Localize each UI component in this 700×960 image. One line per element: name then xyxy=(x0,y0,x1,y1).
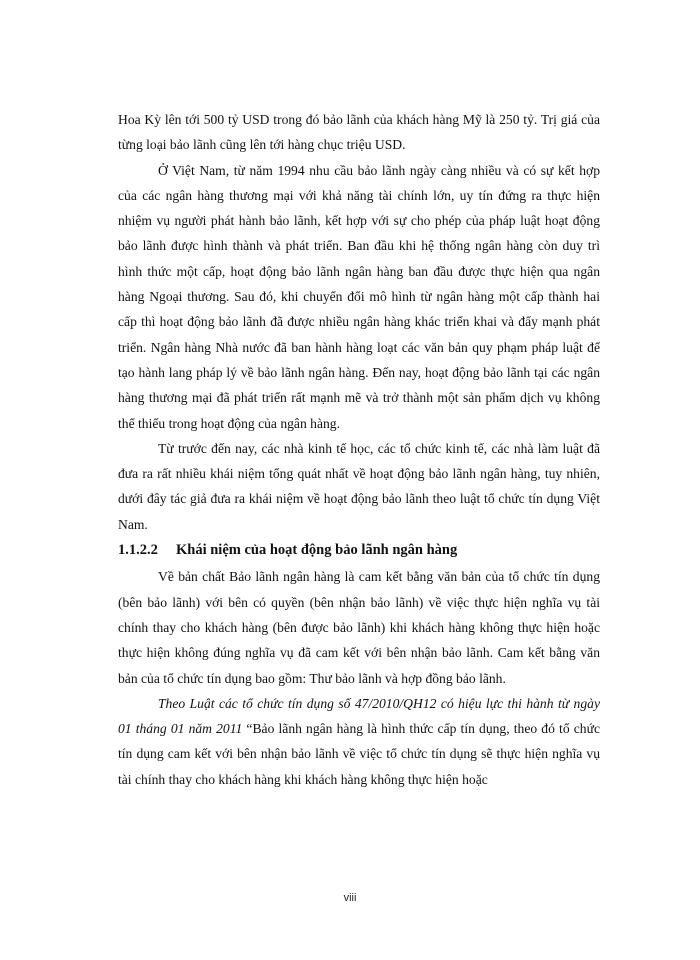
document-body xyxy=(118,107,600,792)
paragraph-5 xyxy=(118,691,600,792)
paragraph-3: Từ trước đến nay, các nhà kinh tế học, các tổ chức kinh tế, các nhà làm luật đã đưa ra rất nhiều khái niệm tổng quát nhất về hoạt động bảo lãnh ngân hàng, tuy nhiên, dưới đây tác giả đưa ra khái niệm về hoạt động bảo lãnh theo luật tổ chức tín dụng Việt Nam. xyxy=(118,440,600,532)
section-heading xyxy=(118,537,600,564)
law-citation: Theo Luật các tổ chức tín dụng số 47/2010/QH12 có hiệu lực thi hành từ ngày 01 tháng 01 năm 2011 xyxy=(118,695,600,737)
section-number: 1.1.2.2 xyxy=(118,542,158,559)
page-number: viii xyxy=(343,892,357,904)
section-title: Khái niệm của hoạt động bảo lãnh ngân hàng xyxy=(176,542,458,559)
paragraph-5-text: “Bảo lãnh ngân hàng là hình thức cấp tín dụng, theo đó tổ chức tín dụng cam kết với bên nhận bảo lãnh về việc tổ chức tín dụng sẽ thực hiện nghĩa vụ tài chính thay cho khách hàng khi khách hàng không thực hiện hoặc xyxy=(118,721,600,787)
paragraph-4: Về bản chất Bảo lãnh ngân hàng là cam kết bằng văn bản của tổ chức tín dụng (bên bảo lãnh) với bên có quyền (bên nhận bảo lãnh) về việc thực hiện nghĩa vụ tài chính thay cho khách hàng (bên được bảo lãnh) khi khách hàng không thực hiện hoặc thực hiện không đúng nghĩa vụ đã cam kết với bên nhận bảo lãnh. Cam kết bằng văn bản của tổ chức tín dụng bao gồm: Thư bảo lãnh và hợp đồng bảo lãnh. xyxy=(118,569,600,686)
paragraph-1: Hoa Kỳ lên tới 500 tỷ USD trong đó bảo lãnh của khách hàng Mỹ là 250 tỷ. Trị giá của từng loại bảo lãnh cũng lên tới hàng chục triệu USD. xyxy=(118,112,600,153)
paragraph-2: Ở Việt Nam, từ năm 1994 nhu cầu bảo lãnh ngày càng nhiều và có sự kết hợp của các ngân hàng thương mại với khả năng tài chính lớn, uy tín đứng ra thực hiện nhiệm vụ người phát hành bảo lãnh, kết hợp với sự cho phép của pháp luật hoạt động bảo lãnh được hình thành và phát triển. Ban đầu khi hệ thống ngân hàng còn duy trì hình thức một cấp, hoạt động bảo lãnh ngân hàng ban đầu được thực hiện qua ngân hàng Ngoại thương. Sau đó, khi chuyển đổi mô hình từ ngân hàng một cấp thành hai cấp thì hoạt động bảo lãnh đã được nhiều ngân hàng khác triển khai và đẩy mạnh phát triển. Ngân hàng Nhà nước đã ban hành hàng loạt các văn bản quy phạm pháp luật để tạo hành lang pháp lý về bảo lãnh ngân hàng. Đến nay, hoạt động bảo lãnh tại các ngân hàng thương mại đã phát triển rất mạnh mẽ và trở thành một sản phẩm dịch vụ không thể thiếu trong hoạt động của ngân hàng. xyxy=(118,162,600,431)
